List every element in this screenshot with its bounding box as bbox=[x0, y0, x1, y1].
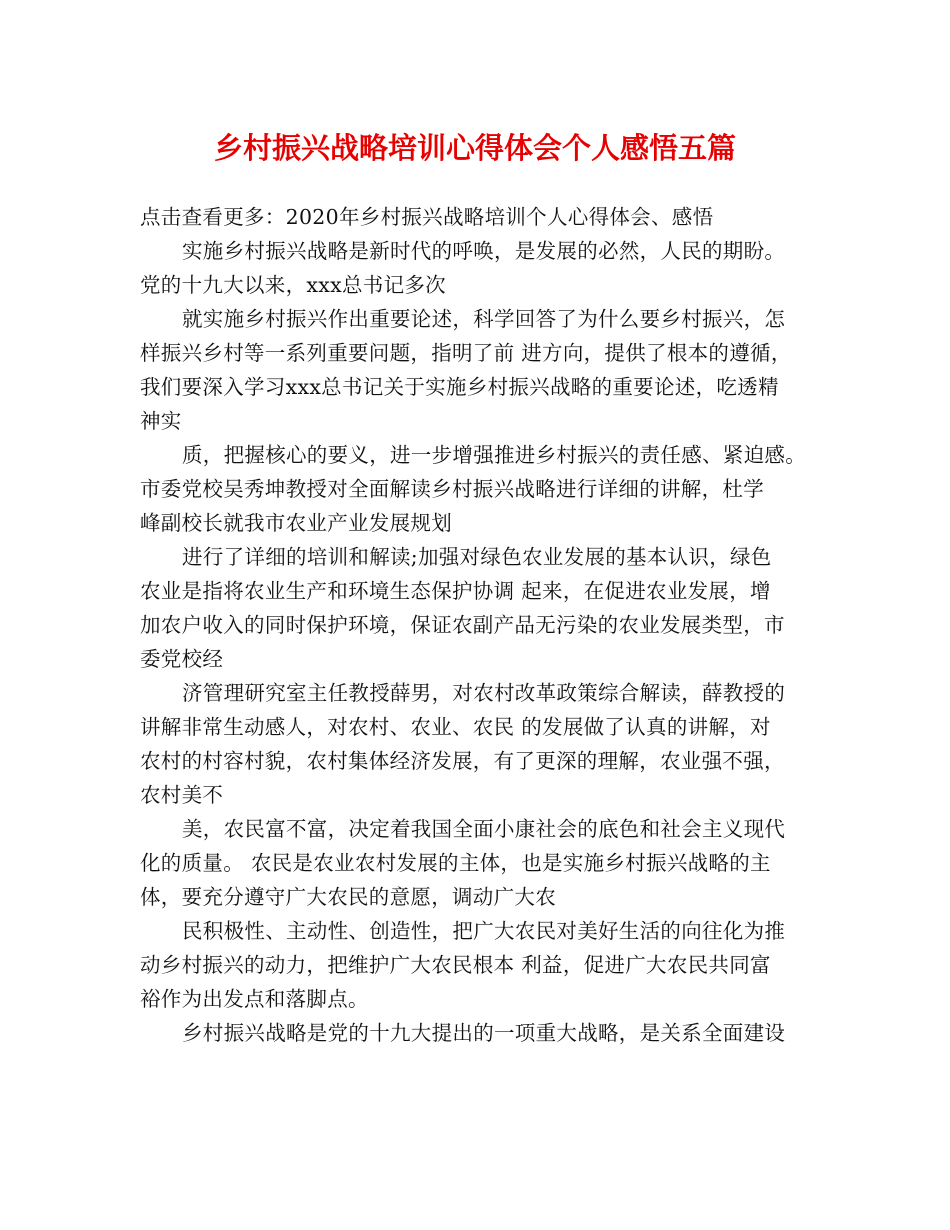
body-line: 市委党校吴秀坤教授对全面解读乡村振兴战略进行详细的讲解，杜学 bbox=[140, 477, 764, 501]
body-line: 点击查看更多：2020年乡村振兴战略培训个人心得体会、感悟 bbox=[140, 205, 714, 229]
body-line: 我们要深入学习xxx总书记关于实施乡村振兴战略的重要论述，吃透精 bbox=[140, 375, 779, 399]
body-line: 体，要充分遵守广大农民的意愿，调动广大农 bbox=[140, 885, 556, 909]
body-line: 农村美不 bbox=[140, 783, 224, 807]
body-line: 样振兴乡村等一系列重要问题，指明了前 进方向，提供了根本的遵循， bbox=[140, 341, 792, 365]
body-line: 进行了详细的培训和解读;加强对绿色农业发展的基本认识，绿色 bbox=[182, 545, 772, 569]
body-line: 质，把握核心的要义，进一步增强推进乡村振兴的责任感、紧迫感。 bbox=[182, 443, 806, 467]
body-line: 动乡村振兴的动力，把维护广大农民根本 利益，促进广大农民共同富 bbox=[140, 953, 771, 977]
body-line: 就实施乡村振兴作出重要论述，科学回答了为什么要乡村振兴，怎 bbox=[182, 307, 786, 331]
body-line: 美，农民富不富，决定着我国全面小康社会的底色和社会主义现代 bbox=[182, 817, 786, 841]
document-title: 乡村振兴战略培训心得体会个人感悟五篇 bbox=[213, 131, 736, 165]
body-line: 济管理研究室主任教授薛男，对农村改革政策综合解读，薛教授的 bbox=[182, 681, 786, 705]
body-line: 裕作为出发点和落脚点。 bbox=[140, 987, 369, 1011]
body-line: 民积极性、主动性、创造性，把广大农民对美好生活的向往化为推 bbox=[182, 919, 786, 943]
body-line: 神实 bbox=[140, 409, 182, 433]
body-line: 党的十九大以来，xxx总书记多次 bbox=[140, 273, 446, 297]
body-line: 讲解非常生动感人，对农村、农业、农民 的发展做了认真的讲解，对 bbox=[140, 715, 771, 739]
body-line: 委党校经 bbox=[140, 647, 224, 671]
body-line: 农业是指将农业生产和环境生态保护协调 起来，在促进农业发展，增 bbox=[140, 579, 771, 603]
body-line: 农村的村容村貌，农村集体经济发展，有了更深的理解，农业强不强， bbox=[140, 749, 785, 773]
body-line: 峰副校长就我市农业产业发展规划 bbox=[140, 511, 452, 535]
document-body bbox=[140, 200, 820, 1050]
body-line: 乡村振兴战略是党的十九大提出的一项重大战略，是关系全面建设 bbox=[182, 1021, 786, 1045]
body-line: 化的质量。 农民是农业农村发展的主体，也是实施乡村振兴战略的主 bbox=[140, 851, 771, 875]
body-line: 加农户收入的同时保护环境，保证农副产品无污染的农业发展类型，市 bbox=[140, 613, 785, 637]
body-line: 实施乡村振兴战略是新时代的呼唤，是发展的必然，人民的期盼。 bbox=[182, 239, 786, 263]
